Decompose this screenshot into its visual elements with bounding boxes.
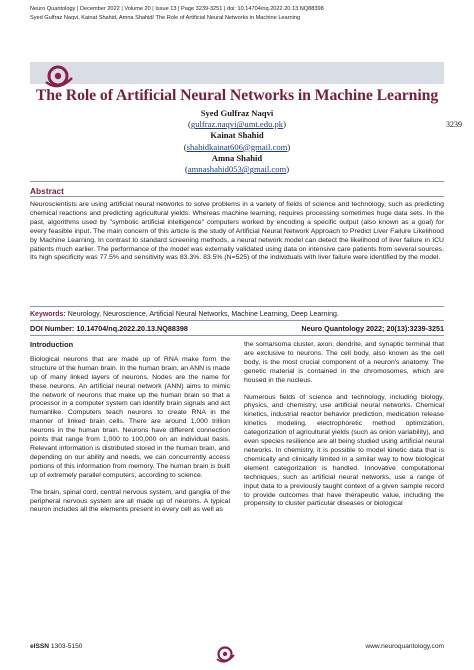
article-title: The Role of Artificial Neural Networks in Machine Learning bbox=[35, 87, 439, 104]
divider bbox=[30, 320, 444, 321]
author-email: (amnashahid053@gmail.com) bbox=[184, 164, 290, 175]
divider bbox=[30, 181, 444, 182]
issn-label: eISSN bbox=[30, 643, 50, 650]
body-paragraph: Numerous fields of science and technology, including biology, physics, and chemistry, use artificial neural networks. Chemical kinetics, industrial reactor behavior prediction, medication release kinetics modeling, electrophoretic method optimization, categorization of agricultural yields (such as onion variability), and even species resilience are all being studied using artificial neural networks. In chemistry, it is possible to model kinetic data that is chemically and clinically limited in a similar way to how biological element categorization is handled. Innovative computational techniques, such as artificial neural networks, use a range of input data to a previously taught context of a given sample record to provide outcomes that have therapeutic value, including the propensity to cluster particular diseases or biological bbox=[244, 393, 444, 508]
title-band bbox=[30, 62, 444, 84]
divider bbox=[30, 196, 444, 197]
author-email-link[interactable]: shahidkainat606@gmail.com bbox=[186, 141, 288, 152]
divider bbox=[30, 306, 444, 307]
author-email: (gulfraz.naqvi@umt.edu.pk) bbox=[188, 119, 286, 130]
author-email: (shahidkainat606@gmail.com) bbox=[183, 141, 291, 152]
abstract-text: Neuroscientists are using artificial neural networks to solve problems in a variety of fields of science and technology, such as predicting chemical reactions and predicting agricultural yields. Whereas machine learning, requires processing sometimes huge data sets. In the past, algorithms used by "symbolic artificial intelligence" computers worked by encoding a specific output (also known as a goal) for every feasible input. The main concern of this article is the study of Artificial Neural Network Approach to Predict Liver Failure Likelihood by Machine Learning. In contrast to standard screening methods, a neural network model can detect the likelihood of liver failure in ICU patients much earlier. The performance of the model was externally validated using data on intensive care patients from several sources. Its high specificity was 77.5% and sensitivity was 83.3%. 83.5% (N=525) of the individuals with liver failure were identified by the model. bbox=[30, 201, 444, 262]
body-paragraph: the soma/soma cluster, axon, dendrite, and synaptic terminal that are exclusive to neurons. The cell body, also known as the cell body, is the most crucial component of a neuron's anatomy. The genetic material is contained in the chromosomes, which are housed in the nucleus. bbox=[244, 341, 444, 384]
body-column-left bbox=[30, 341, 230, 523]
body-column-right bbox=[244, 341, 444, 517]
footer-website[interactable]: www.neuroquantology.com bbox=[365, 643, 444, 650]
issn-value: 1303-5150 bbox=[50, 643, 83, 650]
footer-logo-icon bbox=[214, 644, 236, 666]
doi-number: DOI Number: 10.14704/nq.2022.20.13.NQ88398 bbox=[30, 324, 188, 333]
doi-line bbox=[30, 324, 444, 333]
body-paragraph: Biological neurons that are made up of RNA make form the structure of the human brain. In the human brain, an ANN is made up of many linked layers of neurons. Nodes are the name for these neurons. An artificial neural network (ANN) aims to mimic the network of neurons that make up the human brain so that a processor in a computer system can identify brain signals and act humanlike. Computers teach neurons to create RNA in the manner of linked brain cells. There are around 1,000 trillion neurons in the human brain. Neurons have different connection points that range from 1,000 to 100,000 on an individual basis. Relevant information is distributed stored in the human brain, and depending on our ability and needs, we can concurrently access portions of this information from memory. The human brain is built up of extremely parallel computers, according to science. bbox=[30, 355, 230, 479]
abstract-heading: Abstract bbox=[30, 186, 64, 196]
keywords bbox=[30, 311, 444, 318]
journal-citation-line: Neuro Quantology | December 2022 | Volume 20 | Issue 13 | Page 3239-3251 | doi: 10.14704/nq.2022.20.13.NQ88398 bbox=[30, 6, 324, 12]
keywords-text: Neurology, Neuroscience, Artificial Neural Networks, Machine Learning, Deep Learning. bbox=[67, 311, 339, 318]
keywords-label: Keywords: bbox=[30, 311, 66, 318]
footer-issn bbox=[30, 643, 82, 650]
body-paragraph: The brain, spinal cord, central nervous system, and ganglia of the peripheral nervous system are all made up of neurons. A typical neuron includes all the elements present in every cell as well as bbox=[30, 488, 230, 514]
running-header bbox=[30, 5, 450, 23]
author-block bbox=[30, 108, 444, 175]
author-email-link[interactable]: amnashahid053@gmail.com bbox=[187, 164, 287, 175]
introduction-heading: Introduction bbox=[30, 340, 74, 349]
author-name: Kainat Shahid bbox=[210, 130, 264, 141]
author-name: Syed Gulfraz Naqvi bbox=[200, 108, 274, 118]
author-email-link[interactable]: gulfraz.naqvi@umt.edu.pk bbox=[190, 119, 284, 130]
divider bbox=[30, 335, 444, 336]
author-name: Amna Shahid bbox=[211, 152, 263, 163]
article-citation-line: Syed Gulfraz Naqvi, Kainat Shahid, Amna Shahid/ The Role of Artificial Neural Networks in Machine Learning bbox=[30, 15, 301, 21]
page-number: 3239 bbox=[446, 120, 462, 129]
journal-reference: Neuro Quantology 2022; 20(13):3239-3251 bbox=[301, 324, 444, 333]
